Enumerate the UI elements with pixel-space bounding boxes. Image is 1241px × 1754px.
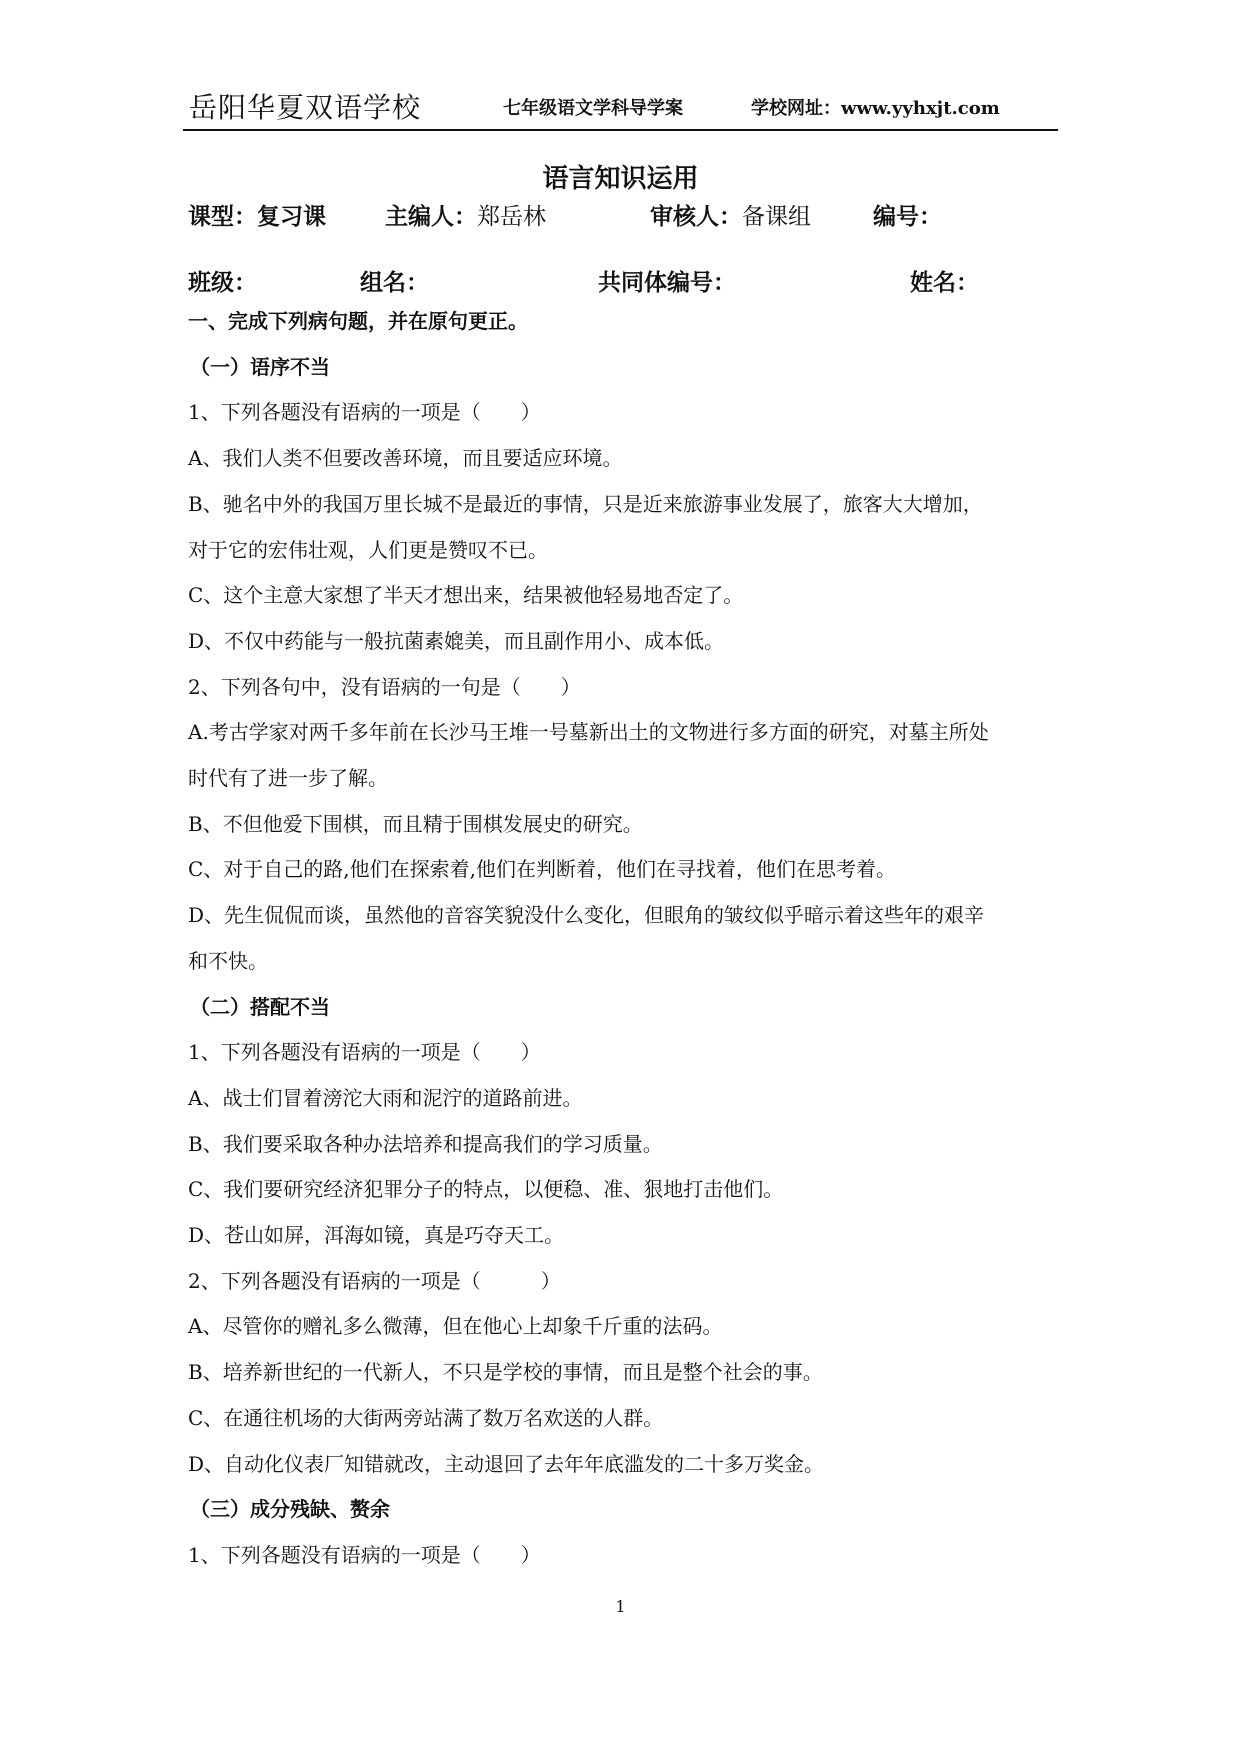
text-line: 时代有了进一步了解。 — [188, 766, 388, 790]
header-divider — [183, 129, 1058, 131]
lesson-type-label: 课型： — [188, 204, 257, 230]
reviewer-value: 备课组 — [742, 204, 811, 230]
group-field — [360, 264, 429, 297]
name-label: 姓名： — [910, 270, 979, 296]
section-heading: （三）成分残缺、赘余 — [190, 1497, 390, 1521]
class-field — [188, 264, 257, 297]
text-line: D、先生侃侃而谈，虽然他的音容笑貌没什么变化，但眼角的皱纹似乎暗示着这些年的艰辛 — [188, 903, 985, 927]
text-line: B、驰名中外的我国万里长城不是最近的事情，只是近来旅游事业发展了，旅客大大增加， — [188, 492, 983, 516]
editor — [385, 198, 546, 231]
text-line: C、这个主意大家想了半天才想出来，结果被他轻易地否定了。 — [188, 583, 744, 607]
text-line: C、对于自己的路,他们在探索着,他们在判断着，他们在寻找着，他们在思考着。 — [188, 857, 897, 881]
class-label: 班级： — [188, 270, 257, 296]
number-label: 编号： — [873, 204, 942, 230]
text-line: D、苍山如屏，洱海如镜，真是巧夺天工。 — [188, 1223, 565, 1247]
text-line: B、不但他爱下围棋，而且精于围棋发展史的研究。 — [188, 812, 643, 836]
text-line: D、自动化仪表厂知错就改，主动退回了去年年底滥发的二十多万奖金。 — [188, 1452, 825, 1476]
page-number: 1 — [615, 1597, 626, 1616]
community-number-label: 共同体编号： — [598, 270, 736, 296]
section-heading: （二）搭配不当 — [190, 995, 330, 1019]
text-line: B、我们要采取各种办法培养和提高我们的学习质量。 — [188, 1132, 663, 1156]
text-line: 1、下列各题没有语病的一项是（ ） — [188, 1543, 541, 1567]
text-line: A、战士们冒着滂沱大雨和泥泞的道路前进。 — [188, 1086, 583, 1110]
school-name: 岳阳华夏双语学校 — [189, 91, 422, 124]
text-line: 对于它的宏伟壮观，人们更是赞叹不已。 — [188, 538, 548, 562]
editor-label: 主编人： — [385, 204, 477, 230]
text-line: 和不快。 — [188, 949, 268, 973]
text-line: A.考古学家对两千多年前在长沙马王堆一号墓新出土的文物进行多方面的研究，对墓主所处 — [188, 720, 989, 744]
reviewer — [650, 198, 811, 231]
editor-value: 郑岳林 — [477, 204, 546, 230]
community-number-field — [598, 264, 736, 297]
text-line: D、不仅中药能与一般抗菌素媲美，而且副作用小、成本低。 — [188, 629, 725, 653]
number-field — [873, 198, 942, 231]
text-line: 2、下列各句中，没有语病的一句是（ ） — [188, 675, 581, 699]
group-label: 组名： — [360, 270, 429, 296]
text-line: C、在通往机场的大街两旁站满了数万名欢送的人群。 — [188, 1406, 664, 1430]
section-heading: 一、完成下列病句题，并在原句更正。 — [188, 309, 528, 333]
lesson-type-value: 复习课 — [257, 204, 326, 230]
text-line: A、尽管你的赠礼多么微薄，但在他心上却象千斤重的法码。 — [188, 1314, 723, 1338]
course-name: 七年级语文学科导学案 — [503, 98, 683, 119]
text-line: 2、下列各题没有语病的一项是（ ） — [188, 1269, 561, 1293]
school-website: 学校网址：www.yyhxjt.com — [751, 98, 1000, 119]
section-heading: （一）语序不当 — [190, 355, 330, 379]
text-line: A、我们人类不但要改善环境，而且要适应环境。 — [188, 446, 623, 470]
text-line: C、我们要研究经济犯罪分子的特点，以便稳、准、狠地打击他们。 — [188, 1177, 784, 1201]
lesson-type — [188, 198, 326, 231]
text-line: B、培养新世纪的一代新人，不只是学校的事情，而且是整个社会的事。 — [188, 1360, 823, 1384]
text-line: 1、下列各题没有语病的一项是（ ） — [188, 400, 541, 424]
document-title: 语言知识运用 — [542, 164, 699, 194]
text-line: 1、下列各题没有语病的一项是（ ） — [188, 1040, 541, 1064]
name-field — [910, 264, 979, 297]
page-header — [183, 82, 1058, 130]
reviewer-label: 审核人： — [650, 204, 742, 230]
